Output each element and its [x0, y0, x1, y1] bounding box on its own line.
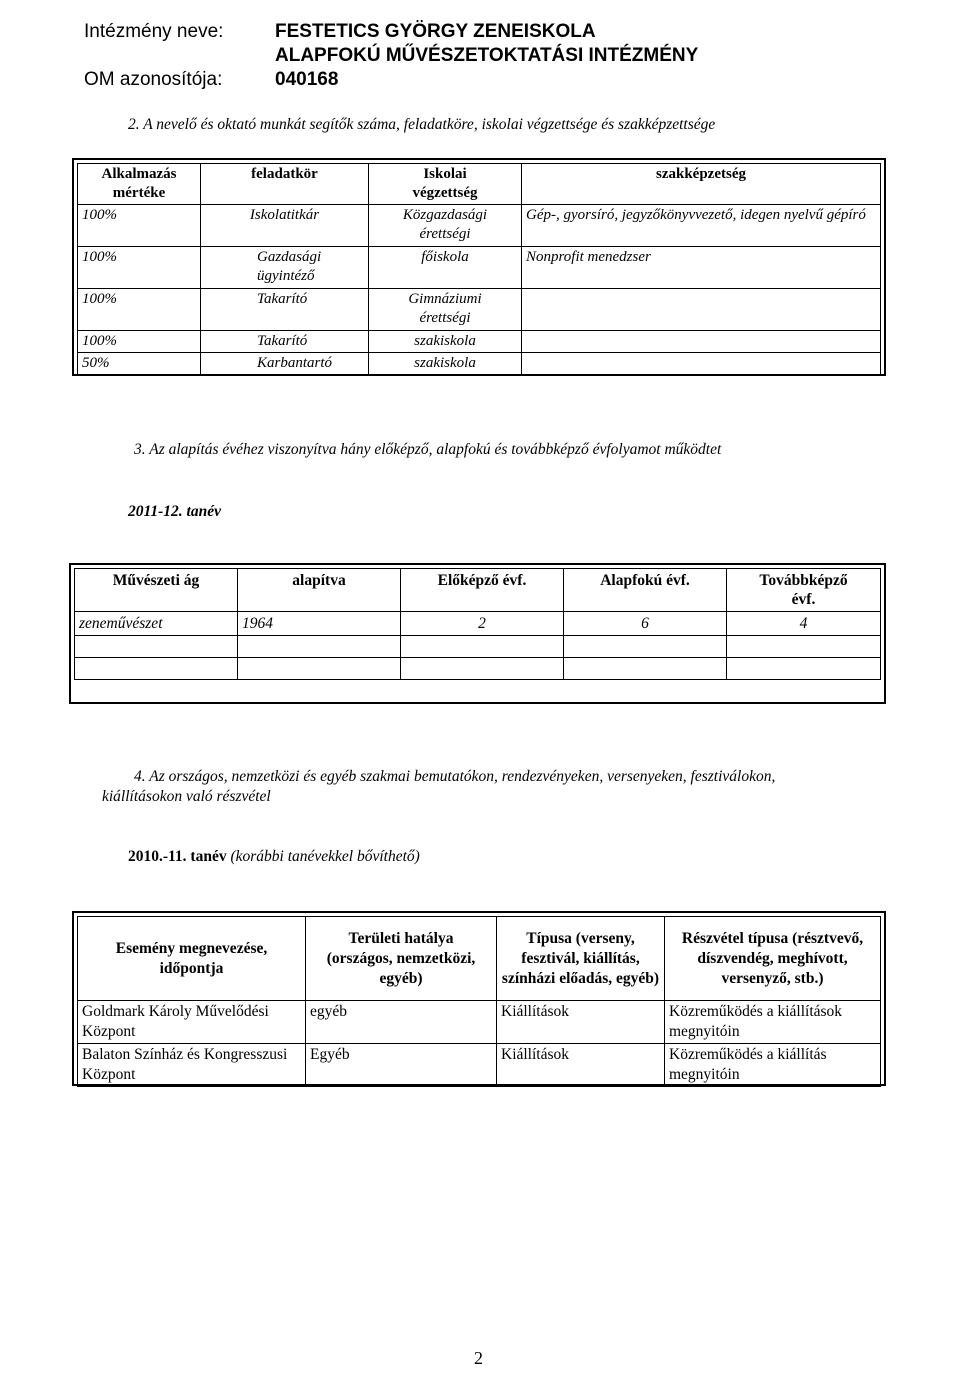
table-cell: Gimnáziumi érettségi [369, 289, 522, 331]
table-cell: Takarító [201, 331, 369, 353]
table-header-row [78, 917, 881, 1001]
table-cell: szakiskola [369, 331, 522, 353]
section4-title-line1: 4. Az országos, nemzetközi és egyéb szakmai bemutatókon, rendezvényeken, versenyeken, fesztiválokon, [134, 768, 776, 785]
institution-name-line1: FESTETICS GYÖRGY ZENEISKOLA [275, 21, 596, 42]
table-row [78, 353, 881, 375]
table-row-empty [75, 636, 881, 658]
table-cell: Gazdasági ügyintéző [201, 247, 369, 289]
institution-name-line2: ALAPFOKÚ MŰVÉSZETOKTATÁSI INTÉZMÉNY [275, 45, 699, 66]
table-row [78, 205, 881, 247]
table-cell: főiskola [369, 247, 522, 289]
table-cell [522, 331, 881, 353]
table-cell: 100% [78, 331, 201, 353]
grades-table-frame [69, 563, 886, 704]
table-cell: Takarító [201, 289, 369, 331]
institution-label: Intézmény neve: [84, 21, 224, 42]
table-cell: Közgazdasági érettségi [369, 205, 522, 247]
table-cell: Balaton Színház és Kongresszusi Központ [78, 1044, 306, 1087]
section4-year-note: (korábbi tanévekkel bővíthető) [230, 848, 420, 865]
col-header: Iskolai végzettség [369, 164, 522, 205]
table-row-empty [75, 680, 881, 700]
table-cell: Gép-, gyorsíró, jegyzőkönyvvezető, idegen nyelvű gépíró [522, 205, 881, 247]
col-header: feladatkör [201, 164, 369, 205]
staff-table [77, 163, 881, 375]
col-header: Részvétel típusa (résztvevő, díszvendég, meghívott, versenyző, stb.) [665, 917, 881, 1001]
col-header: Területi hatálya (országos, nemzetközi, egyéb) [306, 917, 497, 1001]
table-cell: Nonprofit menedzser [522, 247, 881, 289]
om-label: OM azonosítója: [84, 69, 223, 90]
col-header: Esemény megnevezése, időpontja [78, 917, 306, 1001]
section3-year: 2011-12. tanév [128, 503, 221, 520]
events-table [77, 916, 881, 1087]
col-header: Továbbképző évf. [727, 569, 881, 612]
om-value: 040168 [275, 69, 339, 90]
table-cell: Közreműködés a kiállítások megnyitóin [665, 1001, 881, 1044]
col-header: alapítva [238, 569, 401, 612]
section4-year: 2010.-11. tanév [128, 848, 227, 865]
table-cell: zeneművészet [75, 612, 238, 636]
table-row [78, 1044, 881, 1087]
table-cell: 100% [78, 247, 201, 289]
table-cell: 6 [564, 612, 727, 636]
table-header-row [75, 569, 881, 612]
staff-table-frame [72, 158, 886, 376]
table-row [78, 247, 881, 289]
table-cell: 100% [78, 289, 201, 331]
events-table-frame [72, 911, 886, 1086]
table-cell: Iskolatitkár [201, 205, 369, 247]
table-header-row [78, 164, 881, 205]
table-row [78, 1001, 881, 1044]
section4-year-line [128, 848, 420, 866]
grades-table [74, 568, 881, 699]
page-number: 2 [474, 1348, 483, 1368]
table-cell: Közreműködés a kiállítás megnyitóin [665, 1044, 881, 1087]
col-header: Előképző évf. [401, 569, 564, 612]
table-cell: 100% [78, 205, 201, 247]
table-cell: 50% [78, 353, 201, 375]
table-cell: Karbantartó [201, 353, 369, 375]
col-header: Típusa (verseny, fesztivál, kiállítás, színházi előadás, egyéb) [497, 917, 665, 1001]
table-row [78, 289, 881, 331]
col-header: Alapfokú évf. [564, 569, 727, 612]
table-cell: 4 [727, 612, 881, 636]
table-cell: Egyéb [306, 1044, 497, 1087]
col-header: Alkalmazás mértéke [78, 164, 201, 205]
col-header: Művészeti ág [75, 569, 238, 612]
section2-title: 2. A nevelő és oktató munkát segítők száma, feladatköre, iskolai végzettsége és szakképzettsége [128, 116, 716, 133]
table-row [78, 331, 881, 353]
table-cell: Goldmark Károly Művelődési Központ [78, 1001, 306, 1044]
table-row-empty [75, 658, 881, 680]
table-cell: 2 [401, 612, 564, 636]
section4-title-line2: kiállításokon való részvétel [102, 788, 271, 805]
table-cell: Kiállítások [497, 1044, 665, 1087]
table-cell: egyéb [306, 1001, 497, 1044]
table-cell: Kiállítások [497, 1001, 665, 1044]
table-cell [522, 289, 881, 331]
section3-title: 3. Az alapítás évéhez viszonyítva hány előképző, alapfokú és továbbképző évfolyamot működtet [134, 441, 722, 458]
table-row [75, 612, 881, 636]
table-cell: szakiskola [369, 353, 522, 375]
table-cell: 1964 [238, 612, 401, 636]
col-header: szakképzetség [522, 164, 881, 205]
table-cell [522, 353, 881, 375]
